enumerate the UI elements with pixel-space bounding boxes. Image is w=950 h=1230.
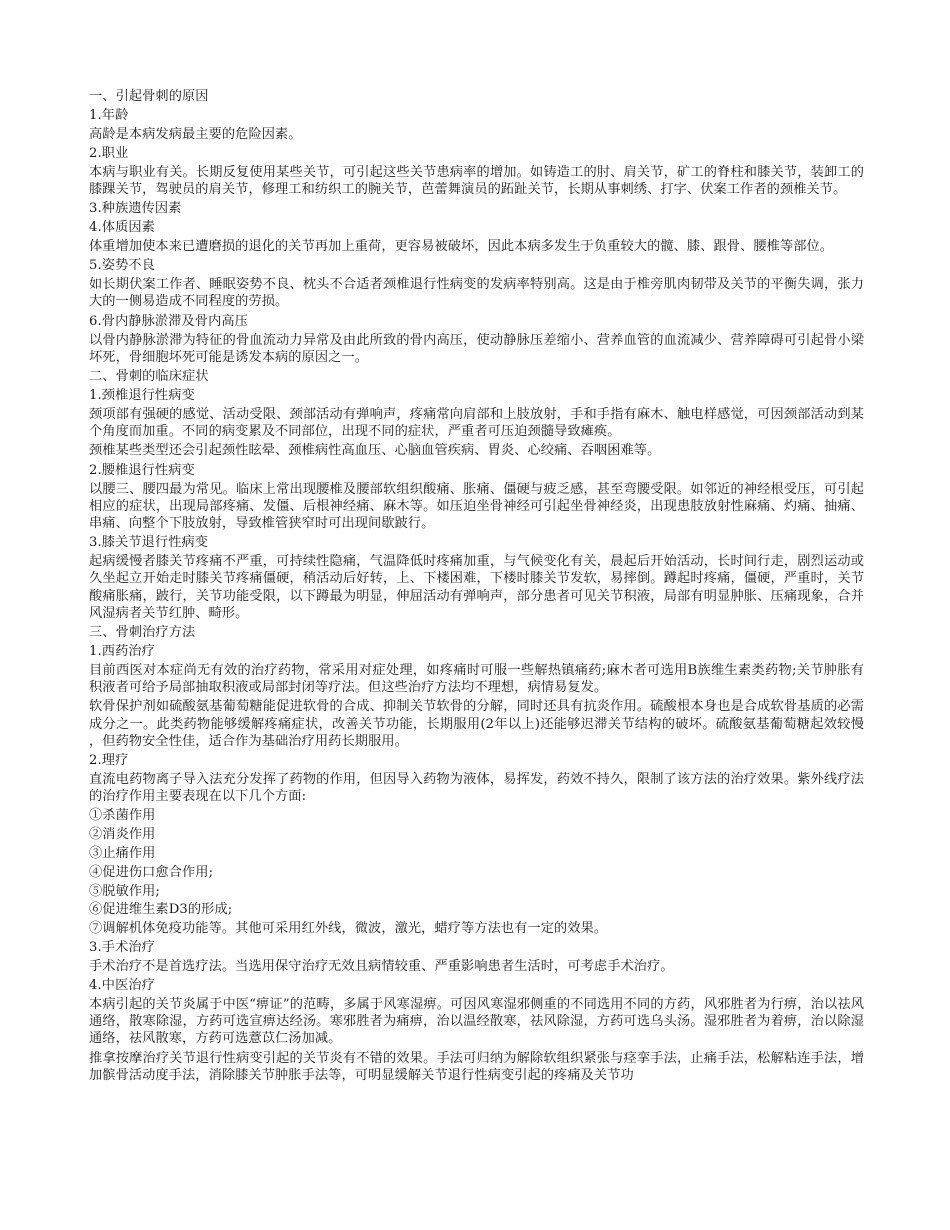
list-item: ③止痛作用 (89, 846, 156, 862)
section-heading: 二、骨刺的临床症状 (89, 369, 209, 385)
subheading: 2.理疗 (89, 753, 129, 769)
paragraph: 目前西医对本症尚无有效的治疗药物，常采用对症处理，如疼痛时可服一些解热镇痛药;麻木者可选用B族维生素类药物;关节肿胀有积液者可给予局部抽取积液或局部封闭等疗法。但这些治疗方法均不理想，病情易复发。 (89, 662, 864, 695)
subheading: 4.体质因素 (89, 220, 155, 236)
subheading: 4.中医治疗 (89, 978, 155, 994)
list-item: ⑥促进维生素D3的形成; (89, 902, 233, 918)
subheading: 2.腰椎退行性病变 (89, 462, 195, 478)
paragraph: 高龄是本病发病最主要的危险因素。 (89, 126, 302, 142)
subheading: 6.骨内静脉淤滞及骨内高压 (89, 313, 248, 329)
subheading: 1.颈椎退行性病变 (89, 387, 195, 403)
subheading: 2.职业 (89, 145, 129, 161)
paragraph: 如长期伏案工作者、睡眠姿势不良、枕头不合适者颈椎退行性病变的发病率特别高。这是由于椎旁肌肉韧带及关节的平衡失调，张力大的一侧易造成不同程度的劳损。 (89, 277, 864, 310)
subheading: 1.年龄 (89, 107, 129, 123)
subheading: 5.姿势不良 (89, 258, 155, 274)
document-body (89, 88, 864, 1086)
paragraph: 直流电药物离子导入法充分发挥了药物的作用，但因导入药物为液体，易挥发，药效不持久，限制了该方法的治疗效果。紫外线疗法的治疗作用主要表现在以下几个方面: (89, 771, 864, 805)
paragraph: 起病缓慢者膝关节疼痛不严重，可持续性隐痛，气温降低时疼痛加重，与气候变化有关，晨起后开始活动，长时间行走，剧烈运动或久坐起立开始走时膝关节疼痛僵硬，稍活动后好转，上、下楼困难，下楼时膝关节发软，易摔倒。蹲起时疼痛，僵硬，严重时，关节酸痛胀痛，跛行，关节功能受限，以下蹲最为明显，伸屈活动有弹响声，部分患者可见关节积液，局部有明显肿胀、压痛现象，合并风湿病者关节红肿、畸形。 (89, 554, 864, 621)
paragraph: 以骨内静脉淤滞为特征的骨血流动力异常及由此所致的骨内高压，使动静脉压差缩小、营养血管的血流减少、营养障碍可引起骨小梁坏死，骨细胞坏死可能是诱发本病的原因之一。 (89, 332, 864, 365)
list-item: ⑤脱敏作用; (89, 883, 160, 899)
list-item: ④促进伤口愈合作用; (89, 864, 214, 880)
paragraph: 推拿按摩治疗关节退行性病变引起的关节炎有不错的效果。手法可归纳为解除软组织紧张与痉挛手法，止痛手法，松解粘连手法，增加髌骨活动度手法，消除膝关节肿胀手法等，可明显缓解关节退行性病变引起的疼痛及关节功 (89, 1050, 864, 1084)
paragraph: 本病引起的关节炎属于中医“痹证”的范畴，多属于风寒湿痹。可因风寒湿邪侧重的不同选用不同的方药，风邪胜者为行痹，治以祛风通络，散寒除湿，方药可选宣痹达经汤。寒邪胜者为痛痹，治以温经散寒，祛风除湿，方药可选乌头汤。湿邪胜者为着痹，治以除湿通络，祛风散寒，方药可选薏苡仁汤加减。 (89, 997, 864, 1047)
list-item: ⑦调解机体免疫功能等。其他可采用红外线，微波，激光，蜡疗等方法也有一定的效果。 (89, 921, 608, 937)
paragraph: 颈椎某些类型还会引起颈性眩晕、颈椎病性高血压、心脑血管疾病、胃炎、心绞痛、吞咽困难等。 (89, 443, 661, 459)
paragraph: 软骨保护剂如硫酸氨基葡萄糖能促进软骨的合成、抑制关节软骨的分解，同时还具有抗炎作用。硫酸根本身也是合成软骨基质的必需成分之一。此类药物能够缓解疼痛症状，改善关节功能，长期服用(2年以上)还能够迟滞关节结构的破坏。硫酸氨基葡萄糖起效较慢，但药物安全性佳，适合作为基础治疗用药长期服用。 (89, 699, 864, 749)
subheading: 1.西药治疗 (89, 643, 155, 659)
section-heading: 一、引起骨刺的原因 (89, 89, 209, 104)
paragraph: 颈项部有强硬的感觉、活动受限、颈部活动有弹响声，疼痛常向肩部和上肢放射，手和手指有麻木、触电样感觉，可因颈部活动到某个角度而加重。不同的病变累及不同部位，出现不同的症状，严重者可压迫颈髓导致瘫痪。 (89, 406, 864, 439)
list-item: ①杀菌作用 (89, 808, 156, 824)
subheading: 3.膝关节退行性病变 (89, 535, 209, 551)
subheading: 3.手术治疗 (89, 940, 155, 956)
paragraph: 以腰三、腰四最为常见。临床上常出现腰椎及腰部软组织酸痛、胀痛、僵硬与疲乏感，甚至弯腰受限。如邻近的神经根受压，可引起相应的症状，出现局部疼痛、发僵、后根神经痛、麻木等。如压迫坐骨神经可引起坐骨神经炎，出现患肢放射性麻痛、灼痛、抽痛、串痛、向整个下肢放射，导致椎管狭窄时可出现间歇跛行。 (89, 481, 864, 531)
paragraph: 手术治疗不是首选疗法。当选用保守治疗无效且病情较重、严重影响患者生活时，可考虑手术治疗。 (89, 958, 674, 974)
list-item: ②消炎作用 (89, 827, 156, 843)
subheading: 3.种族遗传因素 (89, 201, 182, 217)
paragraph: 本病与职业有关。长期反复使用某些关节，可引起这些关节患病率的增加。如铸造工的肘、肩关节，矿工的脊柱和膝关节，装卸工的膝踝关节，驾驶员的肩关节，修理工和纺织工的腕关节，芭蕾舞演员的跖趾关节，长期从事刺绣、打字、伏案工作者的颈椎关节。 (89, 164, 864, 197)
section-heading: 三、骨刺治疗方法 (89, 625, 196, 641)
paragraph: 体重增加使本来已遭磨损的退化的关节再加上重荷，更容易被破坏，因此本病多发生于负重较大的髋、膝、跟骨、腰椎等部位。 (89, 238, 834, 254)
